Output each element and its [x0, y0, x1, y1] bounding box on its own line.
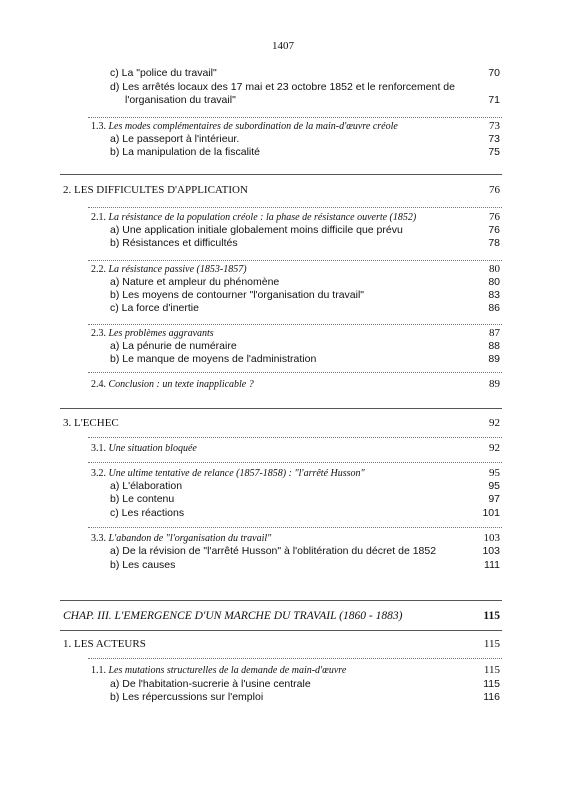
toc-subsection-label: Les modes complémentaires de subordination de la main-d'œuvre créole — [108, 121, 398, 132]
rule — [60, 630, 502, 631]
toc-subsection-label: Une situation bloquée — [108, 443, 197, 454]
toc-section-label: 3. L'ECHEC — [63, 417, 119, 429]
toc-section-label: 1. LES ACTEURS — [63, 638, 146, 650]
rule — [88, 324, 502, 325]
toc-subsection-number: 2.2. — [91, 264, 106, 275]
rule — [60, 174, 502, 175]
toc-item-label: c) La force d'inertie — [110, 302, 199, 314]
toc-item-page: 83 — [488, 289, 500, 301]
toc-item-page: 111 — [484, 559, 500, 571]
toc-subsection-number: 2.1. — [91, 212, 106, 223]
toc-subsection-label: Les mutations structurelles de la demande de main-d'œuvre — [108, 665, 347, 676]
toc-subsection-number: 3.1. — [91, 443, 106, 454]
toc-subsection-number: 3.2. — [91, 468, 106, 479]
toc-item-label: b) Résistances et difficultés — [110, 237, 238, 249]
toc-item-label: b) La manipulation de la fiscalité — [110, 146, 261, 158]
rule — [88, 658, 502, 659]
toc-item-label: b) Les causes — [110, 559, 176, 571]
toc-item-label: a) De l'habitation-sucrerie à l'usine centrale — [110, 678, 311, 690]
toc-subsection-page: 80 — [489, 263, 500, 275]
rule — [88, 117, 502, 118]
toc-item-label: b) Les moyens de contourner "l'organisation du travail" — [110, 289, 365, 301]
toc-section-page: 76 — [489, 184, 500, 196]
toc-subsection-page: 87 — [489, 327, 500, 339]
toc-subsection-page: 92 — [489, 442, 500, 454]
toc-subsection-number: 2.4. — [91, 379, 106, 390]
toc-subsection-page: 115 — [483, 664, 500, 676]
toc-item-label: a) Nature et ampleur du phénomène — [110, 276, 280, 288]
page-number: 1407 — [272, 40, 294, 52]
toc-item-page: 71 — [488, 94, 500, 106]
toc-section-page: 92 — [489, 417, 500, 429]
toc-item-label: a) De la révision de "l'arrêté Husson" à l'oblitération du décret de 1852 — [110, 545, 437, 557]
toc-item-page: 78 — [488, 237, 500, 249]
toc-item-page: 101 — [482, 507, 500, 519]
toc-item-page: 115 — [483, 678, 500, 690]
toc-subsection-label: Une ultime tentative de relance (1857-1858) : "l'arrêté Husson" — [108, 468, 365, 479]
toc-item-label: b) Les répercussions sur l'emploi — [110, 691, 264, 703]
toc-subsection-number: 3.3. — [91, 533, 106, 544]
toc-chapter-page: 115 — [483, 610, 500, 622]
toc-chapter-label: CHAP. III. L'EMERGENCE D'UN MARCHE DU TRAVAIL (1860 - 1883) — [63, 610, 403, 622]
rule — [88, 437, 502, 438]
toc-item-page: 89 — [488, 353, 500, 365]
toc-item-label: l'organisation du travail" — [125, 94, 236, 106]
toc-item-page: 97 — [488, 493, 500, 505]
toc-subsection-label: Conclusion : un texte inapplicable ? — [108, 379, 254, 390]
toc-item-label: a) La pénurie de numéraire — [110, 340, 237, 352]
toc-item-page: 75 — [488, 146, 500, 158]
rule — [88, 462, 502, 463]
toc-subsection-page: 76 — [489, 211, 500, 223]
toc-subsection-label: L'abandon de "l'organisation du travail" — [108, 533, 272, 544]
toc-item-label: a) L'élaboration — [110, 480, 183, 492]
toc-item-page: 73 — [488, 133, 500, 145]
toc-subsection-label: Les problèmes aggravants — [108, 328, 214, 339]
toc-subsection-page: 103 — [483, 532, 500, 544]
toc-item-label: a) Une application initiale globalement moins difficile que prévu — [110, 224, 403, 236]
toc-item-page: 86 — [488, 302, 500, 314]
toc-item-page: 103 — [482, 545, 500, 557]
rule — [88, 372, 502, 373]
rule — [88, 260, 502, 261]
toc-subsection-page: 95 — [489, 467, 500, 479]
rule — [88, 527, 502, 528]
toc-subsection-number: 2.3. — [91, 328, 106, 339]
toc-section-page: 115 — [483, 638, 500, 650]
toc-section-label: 2. LES DIFFICULTES D'APPLICATION — [63, 184, 248, 196]
toc-subsection-page: 73 — [489, 120, 500, 132]
toc-item-label: a) Le passeport à l'intérieur. — [110, 133, 240, 145]
toc-item-page: 80 — [488, 276, 500, 288]
toc-item-page: 88 — [488, 340, 500, 352]
toc-item-label: b) Le contenu — [110, 493, 175, 505]
toc-item-page: 95 — [488, 480, 500, 492]
toc-subsection-page: 89 — [489, 378, 500, 390]
toc-item-label: d) Les arrêtés locaux des 17 mai et 23 octobre 1852 et le renforcement de — [110, 81, 455, 93]
toc-subsection-number: 1.1. — [91, 665, 106, 676]
toc-item-page: 116 — [483, 691, 500, 703]
toc-subsection-label: La résistance passive (1853-1857) — [108, 264, 247, 275]
rule — [88, 207, 502, 208]
toc-subsection-number: 1.3. — [91, 121, 106, 132]
rule — [60, 600, 502, 601]
toc-item-label: c) La "police du travail" — [110, 67, 217, 79]
toc-item-page: 70 — [488, 67, 500, 79]
toc-item-label: b) Le manque de moyens de l'administration — [110, 353, 317, 365]
rule — [60, 408, 502, 409]
toc-item-label: c) Les réactions — [110, 507, 185, 519]
toc-subsection-label: La résistance de la population créole : la phase de résistance ouverte (1852) — [108, 212, 417, 223]
toc-item-page: 76 — [488, 224, 500, 236]
